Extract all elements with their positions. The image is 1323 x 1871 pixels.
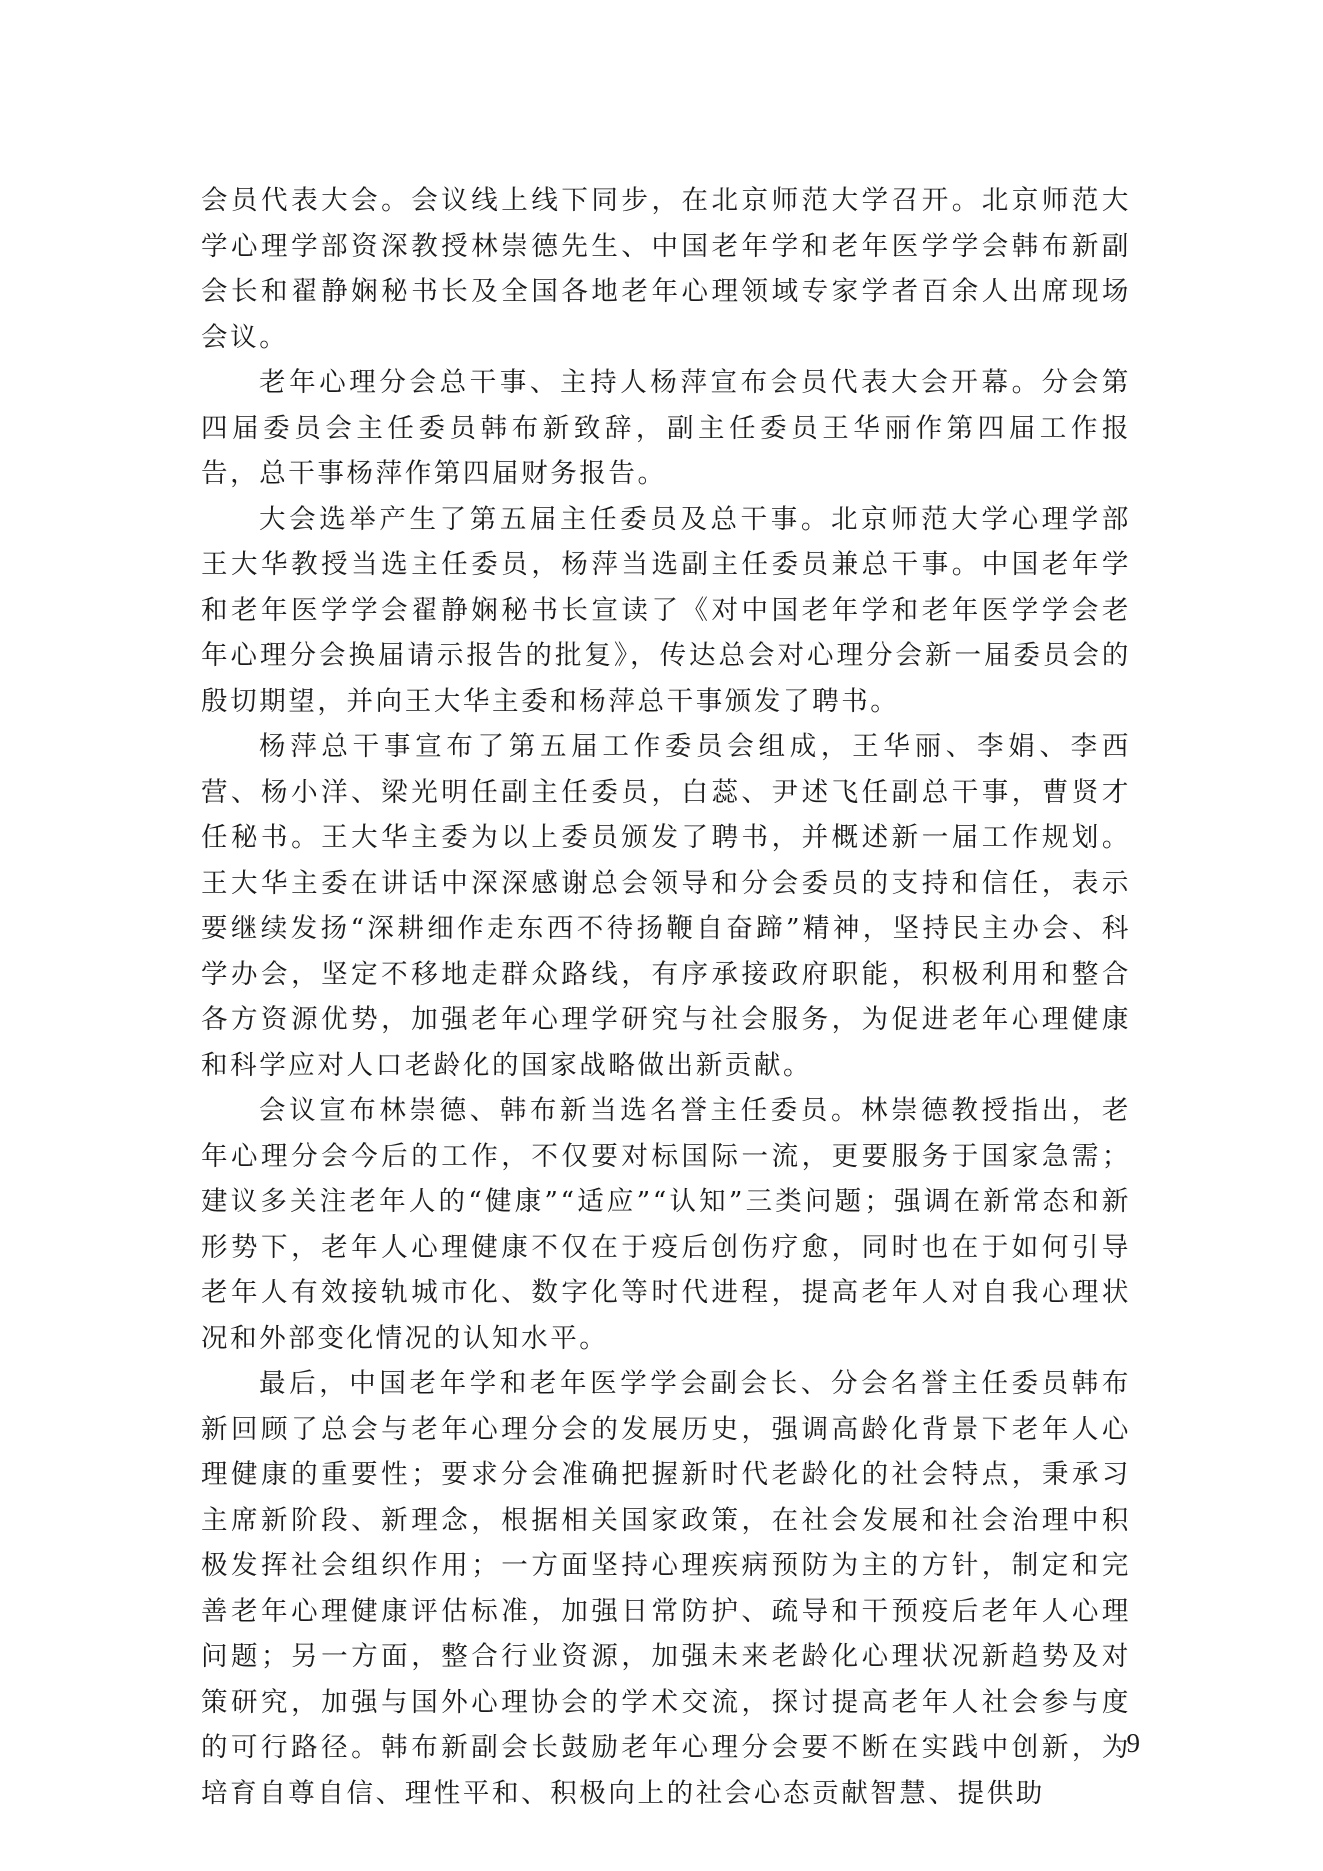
- article-body: [201, 178, 1131, 1816]
- paragraph-committee: 杨萍总干事宣布了第五届工作委员会组成，王华丽、李娟、李西营、杨小洋、梁光明任副主任委员，白蕊、尹述飞任副总干事，曹贤才任秘书。王大华主委为以上委员颁发了聘书，并概述新一届工作规划。王大华主委在讲话中深深感谢总会领导和分会委员的支持和信任，表示要继续发扬“深耕细作走东西不待扬鞭自奋蹄”精神，坚持民主办会、科学办会，坚定不移地走群众路线，有序承接政府职能，积极利用和整合各方资源优势，加强老年心理学研究与社会服务，为促进老年心理健康和科学应对人口老龄化的国家战略做出新贡献。: [201, 731, 1131, 1081]
- page-number: 9: [1126, 1728, 1140, 1758]
- paragraph-closing: 最后，中国老年学和老年医学学会副会长、分会名誉主任委员韩布新回顾了总会与老年心理分会的发展历史，强调高龄化背景下老年人心理健康的重要性；要求分会准确把握新时代老龄化的社会特点，秉承习主席新阶段、新理念，根据相关国家政策，在社会发展和社会治理中积极发挥社会组织作用；一方面坚持心理疾病预防为主的方针，制定和完善老年心理健康评估标准，加强日常防护、疏导和干预疫后老年人心理问题；另一方面，整合行业资源，加强未来老龄化心理状况新趋势及对策研究，加强与国外心理协会的学术交流，探讨提高老年人社会参与度的可行路径。韩布新副会长鼓励老年心理分会要不断在实践中创新，为培育自尊自信、理性平和、积极向上的社会心态贡献智慧、提供助: [201, 1368, 1131, 1809]
- paragraph-continuation: 会员代表大会。会议线上线下同步，在北京师范大学召开。北京师范大学心理学部资深教授林崇德先生、中国老年学和老年医学学会韩布新副会长和翟静娴秘书长及全国各地老年心理领域专家学者百余人出席现场会议。: [201, 185, 1131, 353]
- paragraph-honorary: 会议宣布林崇德、韩布新当选名誉主任委员。林崇德教授指出，老年心理分会今后的工作，不仅要对标国际一流，更要服务于国家急需；建议多关注老年人的“健康”“适应”“认知”三类问题；强调在新常态和新形势下，老年人心理健康不仅在于疫后创伤疗愈，同时也在于如何引导老年人有效接轨城市化、数字化等时代进程，提高老年人对自我心理状况和外部变化情况的认知水平。: [201, 1095, 1131, 1354]
- paragraph-election: 大会选举产生了第五届主任委员及总干事。北京师范大学心理学部王大华教授当选主任委员，杨萍当选副主任委员兼总干事。中国老年学和老年医学学会翟静娴秘书长宣读了《对中国老年学和老年医学学会老年心理分会换届请示报告的批复》，传达总会对心理分会新一届委员会的殷切期望，并向王大华主委和杨萍总干事颁发了聘书。: [201, 503, 1131, 717]
- paragraph-opening: 老年心理分会总干事、主持人杨萍宣布会员代表大会开幕。分会第四届委员会主任委员韩布新致辞，副主任委员王华丽作第四届工作报告，总干事杨萍作第四届财务报告。: [201, 367, 1131, 489]
